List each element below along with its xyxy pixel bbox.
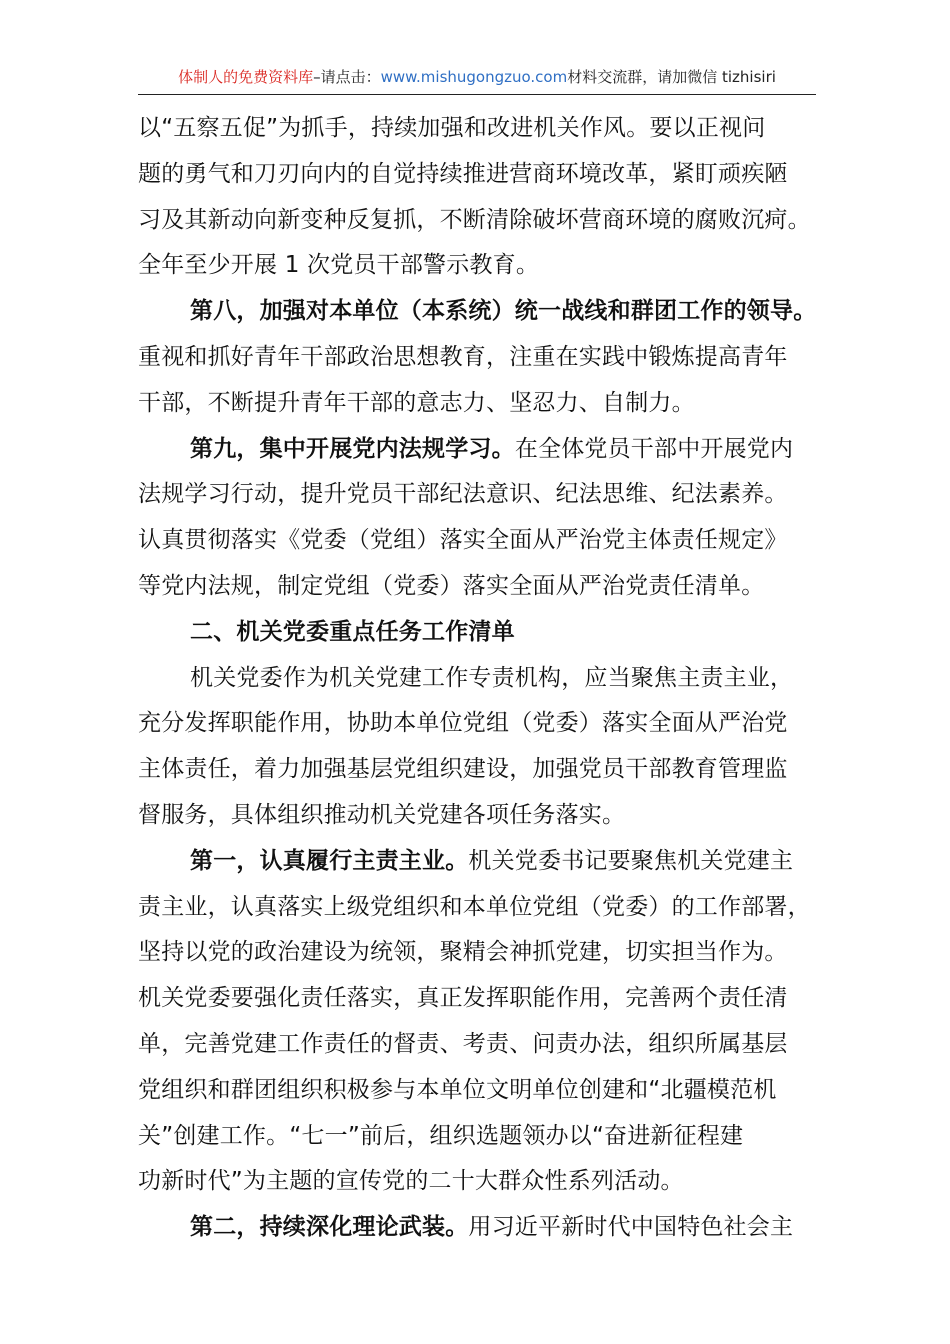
header-click-prompt: –请点击：: [313, 68, 381, 86]
line-text: 责主业，认真落实上级党组织和本单位党组（党委）的工作部署，: [138, 893, 811, 920]
line-text: 坚持以党的政治建设为统领，聚精会神抓党建，切实担当作为。: [138, 939, 788, 966]
line-text: 认真贯彻落实《党委（党组）落实全面从严治党主体责任规定》: [138, 527, 788, 554]
line-text: 机关党委要强化责任落实，真正发挥职能作用，完善两个责任清: [138, 985, 788, 1012]
line-text: 题的勇气和刀刃向内的自觉持续推进营商环境改革，紧盯顽疾陋: [138, 160, 788, 187]
text-line: [138, 1022, 816, 1068]
line-text: 在全体党员干部中开展党内: [514, 435, 794, 462]
header-website-link[interactable]: www.mishugongzuo.com: [380, 68, 568, 86]
text-line: [138, 930, 816, 976]
header-wechat-note: 材料交流群，请加微信 tizhisiri: [567, 68, 776, 86]
line-text: 机关党委作为机关党建工作专责机构，应当聚焦主责主业，: [190, 664, 794, 691]
text-line: [138, 701, 816, 747]
line-text: 用习近平新时代中国特色社会主: [468, 1214, 794, 1241]
bold-heading: 第二，持续深化理论武装。: [190, 1214, 469, 1241]
text-line: [138, 518, 816, 564]
text-line: [138, 885, 816, 931]
text-line: [138, 610, 816, 656]
line-text: 以“五察五促”为抓手，持续加强和改进机关作风。要以正视问: [138, 115, 766, 141]
text-line: [138, 243, 816, 289]
text-line: [138, 472, 816, 518]
text-line: [138, 976, 816, 1022]
text-line: [138, 427, 816, 473]
text-line: [138, 793, 816, 839]
bold-heading: 第一，认真履行主责主业。: [190, 847, 469, 874]
bold-heading: 第八，加强对本单位（本系统）统一战线和群团工作的领导。: [190, 298, 817, 325]
text-line: [138, 106, 816, 152]
text-line: [138, 152, 816, 198]
line-text: 机关党委书记要聚焦机关党建主: [468, 847, 794, 874]
text-line: [138, 1205, 816, 1251]
text-line: [138, 1068, 816, 1114]
line-text: 功新时代”为主题的宣传党的二十大群众性系列活动。: [138, 1168, 684, 1195]
page-header: [138, 60, 816, 95]
line-text: 关”创建工作。“七一”前后，组织选题领办以“奋进新征程建: [138, 1122, 744, 1149]
line-text: 干部，不断提升青年干部的意志力、坚忍力、自制力。: [138, 389, 695, 416]
line-text: 等党内法规，制定党组（党委）落实全面从严治党责任清单。: [138, 572, 765, 599]
text-line: [138, 1114, 816, 1160]
line-text: 习及其新动向新变种反复抓，不断清除破坏营商环境的腐败沉疴。: [138, 206, 811, 233]
header-brand: 体制人的免费资料库: [178, 68, 314, 86]
line-text: 全年至少开展 1 次党员干部警示教育。: [138, 252, 540, 279]
text-line: [138, 289, 816, 335]
line-text: 充分发挥职能作用，协助本单位党组（党委）落实全面从严治党: [138, 710, 788, 737]
line-text: 督服务，具体组织推动机关党建各项任务落实。: [138, 801, 626, 828]
text-line: [138, 564, 816, 610]
line-text: 法规学习行动，提升党员干部纪法意识、纪法思维、纪法素养。: [138, 481, 788, 508]
text-line: [138, 747, 816, 793]
text-line: [138, 656, 816, 702]
line-text: 主体责任，着力加强基层党组织建设，加强党员干部教育管理监: [138, 756, 788, 783]
bold-heading: 第九，集中开展党内法规学习。: [190, 435, 515, 462]
text-line: [138, 198, 816, 244]
text-line: [138, 839, 816, 885]
line-text: 党组织和群团组织积极参与本单位文明单位创建和“北疆模范机: [138, 1076, 777, 1103]
text-line: [138, 335, 816, 381]
line-text: 重视和抓好青年干部政治思想教育，注重在实践中锻炼提高青年: [138, 343, 788, 370]
text-line: [138, 381, 816, 427]
bold-heading: 二、机关党委重点任务工作清单: [190, 618, 515, 645]
text-line: [138, 1159, 816, 1205]
line-text: 单，完善党建工作责任的督责、考责、问责办法，组织所属基层: [138, 1030, 788, 1057]
document-body: [138, 106, 816, 1251]
